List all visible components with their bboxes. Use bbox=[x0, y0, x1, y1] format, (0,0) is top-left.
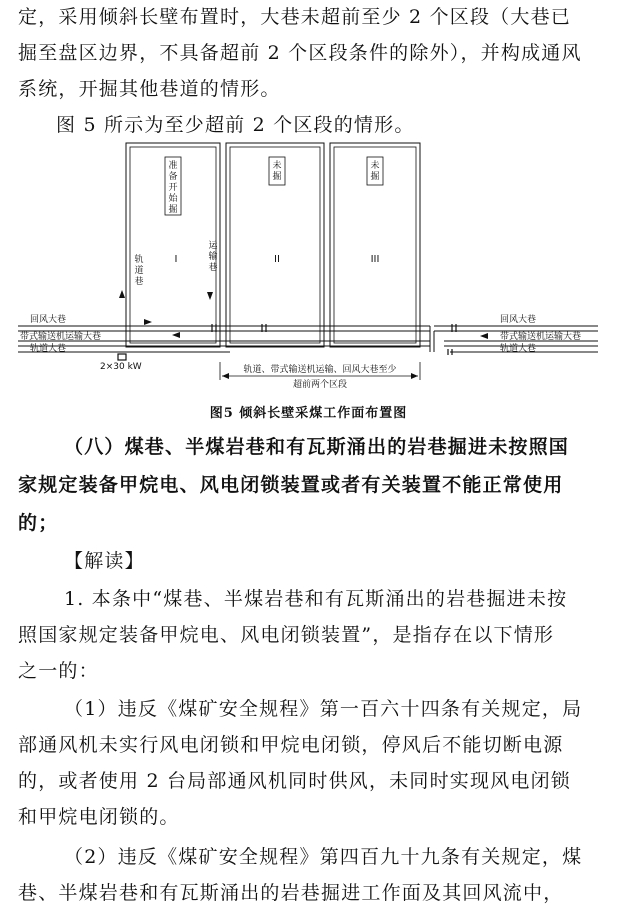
left-return-label: 回风大巷 bbox=[30, 315, 67, 325]
roman-3: III bbox=[370, 254, 380, 265]
span-label-2: 超前两个区段 bbox=[292, 380, 348, 390]
flow-arrow bbox=[172, 332, 180, 338]
para-line: （1）违反《煤矿安全规程》第一百六十四条有关规定，局 bbox=[64, 698, 583, 720]
section-heading: 家规定装备甲烷电、风电闭锁装置或者有关装置不能正常使用 bbox=[18, 474, 564, 496]
roman-1: I bbox=[174, 254, 178, 265]
panel-1-label: 准备开始掘 bbox=[168, 161, 178, 215]
fan-label: 2×30 kW bbox=[100, 362, 142, 372]
right-belt-label: 带式输送机运输大巷 bbox=[500, 332, 582, 342]
figure-caption: 图5 倾斜长壁采煤工作面布置图 bbox=[209, 406, 408, 421]
para-line: 照国家规定装备甲烷电、风电闭锁装置”，是指存在以下情形 bbox=[18, 624, 555, 646]
dim-arrow-left bbox=[222, 373, 229, 379]
dim-arrow-right bbox=[411, 373, 418, 379]
right-track-label: 轨道大巷 bbox=[500, 344, 537, 354]
para-line: 部通风机未实行风电闭锁和甲烷电闭锁，停风后不能切断电源 bbox=[18, 734, 564, 756]
para-line: 巷、半煤岩巷和有瓦斯涌出的岩巷掘进工作面及其回风流中， bbox=[18, 882, 564, 904]
left-track-label: 轨道大巷 bbox=[30, 344, 67, 354]
para-line: 和甲烷电闭锁的。 bbox=[18, 806, 180, 828]
para-line: 掘至盘区边界，不具备超前 2 个区段条件的除外），并构成通风 bbox=[18, 42, 582, 64]
left-belt-label: 带式输送机运输大巷 bbox=[20, 332, 102, 342]
panel-3-label: 未掘 bbox=[370, 161, 380, 182]
flow-arrow bbox=[119, 290, 125, 298]
track-lane-label: 轨道巷 bbox=[134, 255, 144, 287]
panel-2-label: 未掘 bbox=[272, 161, 282, 182]
fan-symbol bbox=[118, 354, 126, 360]
roman-2: II bbox=[274, 254, 280, 265]
para-line: 定，采用倾斜长壁布置时，大巷未超前至少 2 个区段（大巷已 bbox=[18, 6, 571, 28]
section-heading: （八）煤巷、半煤岩巷和有瓦斯涌出的岩巷掘进未按照国 bbox=[64, 436, 570, 458]
para-line: 图 5 所示为至少超前 2 个区段的情形。 bbox=[56, 114, 415, 136]
flow-arrow bbox=[144, 319, 152, 325]
interpretation-label: 【解读】 bbox=[64, 550, 145, 572]
right-return-label: 回风大巷 bbox=[500, 315, 537, 325]
flow-arrow bbox=[480, 333, 488, 339]
para-line: 的，或者使用 2 台局部通风机同时供风，未同时实现风电闭锁 bbox=[18, 770, 571, 792]
para-line: 之一的： bbox=[18, 660, 99, 682]
para-line: 系统，开掘其他巷道的情形。 bbox=[18, 78, 281, 100]
transport-lane-label: 运输巷 bbox=[208, 241, 218, 273]
flow-arrow bbox=[207, 292, 213, 300]
layout-diagram bbox=[0, 0, 617, 400]
span-label-1: 轨道、带式输送机运输、回风大巷至少 bbox=[243, 365, 397, 375]
section-heading: 的； bbox=[18, 512, 59, 534]
para-line: 1. 本条中“煤巷、半煤岩巷和有瓦斯涌出的岩巷掘进未按 bbox=[64, 588, 568, 610]
para-line: （2）违反《煤矿安全规程》第四百九十九条有关规定，煤 bbox=[64, 846, 583, 868]
